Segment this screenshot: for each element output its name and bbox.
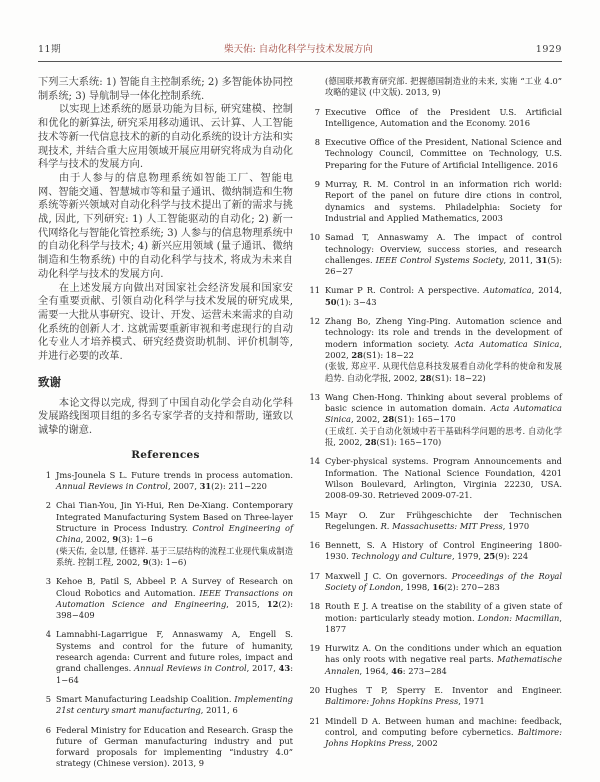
header-rule [38, 61, 562, 62]
reference-number: 2 [45, 500, 51, 511]
reference-number: 12 [309, 316, 320, 327]
reference-number: 13 [309, 391, 320, 402]
reference-item [307, 716, 562, 750]
acknowledgements-heading: 致谢 [38, 374, 61, 389]
body-paragraph: 下列三大系统: 1) 智能自主控制系统; 2) 多智能体协同控制系统; 3) 导航制导一体化控制系统. [38, 77, 293, 102]
reference-text: Lamnabhi-Lagarrigue F, Annaswamy A, Engell S. Systems and control for the future of humanity, research agenda: Current and future roles, impact and grand challenges. Annual Reviews in Control, 2017, 43: 1−64 [56, 629, 293, 685]
reference-number: 14 [309, 456, 320, 467]
reference-item [307, 571, 562, 594]
reference-number: 7 [314, 106, 320, 117]
reference-text: Routh E J. A treatise on the stability of a given state of motion: particularly steady motion. London: Macmillan, 1877 [325, 601, 563, 634]
reference-text: Samad T, Annaswamy A. The impact of control technology: Overview, success stories, and research challenges. IEEE Control Systems Society, 2011, 31(5): 26−27 [325, 232, 562, 277]
body-paragraph: 以实现上述系统的愿景功能为目标, 研究建模、控制和优化的新算法, 研究采用移动通讯、云计算、人工智能技术等新一代信息技术的新的自动化系统的设计方法和实现技术, 并结合重大应用领域开展应用研究将成为自动化科学与技术的发展方向. [38, 104, 293, 171]
reference-text: Federal Ministry for Education and Research. Grasp the future of German manufacturing industry and put forward proposals for implementing “industry 4.0” strategy (Chinese version). 2013, 9 [56, 724, 293, 769]
reference-continuation: (德国联邦教育研究部. 把握德国制造业的未来, 实施 “工业 4.0” 攻略的建议 (中文版). 2013, 9) [325, 76, 562, 98]
reference-item [38, 576, 293, 621]
reference-number: 9 [314, 179, 320, 190]
reference-item [307, 232, 562, 277]
body-paragraph: 由于人参与的信息物理系统如智能工厂、智能电网、智能交通、智慧城市等和量子通讯、微纳制造和生物系统等新兴领域对自动化科学与技术提出了新的需求与挑战, 因此, 下列研究: 1) 人工智能驱动的自动化; 2) 新一代网络化与智能化管控系统; 3) 人参与的信息物理系统中的自动化科学与技术; 4) 新兴应用领域 (量子通讯、微纳制造和生物系统) 中的自动化科学与技术, 将成为未来自动化科学与技术的发展方向. [38, 172, 293, 280]
reference-item [38, 500, 293, 568]
reference-text: Zhang Bo, Zheng Ying-Ping. Automation science and technology: its role and trends in the development of modern information society. Acta Automatica Sinica, 2002, 28(S1): 18−22 (张钹, 郑应平. 从现代信息科技发展看自动化学科的使命和发展趋势. 自动化学报, 2002, 28(S1): 18−22) [325, 316, 562, 383]
reference-number: 1 [45, 469, 51, 480]
reference-item [307, 510, 562, 533]
reference-text: Mayr O. Zur Frühgeschichte der Technischen Regelungen. R. Massachusetts: MIT Press, 1970 [325, 509, 562, 531]
reference-number: 11 [309, 285, 320, 296]
page-number: 1929 [535, 44, 562, 55]
reference-number: 15 [309, 509, 320, 520]
reference-number: 17 [309, 570, 320, 581]
two-column-body [38, 76, 562, 778]
reference-text: Executive Office of the President, National Science and Technology Council, Committee on Technology, U.S. Preparing for the Future of Artificial Intelligence. 2016 [325, 137, 562, 170]
reference-item [307, 540, 562, 563]
reference-number: 10 [309, 232, 320, 243]
reference-item [38, 694, 293, 717]
reference-text: Mindell D A. Between human and machine: feedback, control, and computing before cybernetics. Baltimore: Johns Hopkins Press, 2002 [325, 715, 562, 749]
reference-text: Executive Office of the President U.S. Artificial Intelligence, Automation and the Economy. 2016 [325, 106, 562, 128]
reference-list-right [307, 107, 562, 750]
reference-item [307, 643, 562, 677]
references-heading: References [131, 448, 200, 461]
body-paragraph: 在上述发展方向做出对国家社会经济发展和国家安全有重要贡献、引领自动化科学与技术发展的研究成果, 需要一大批从事研究、设计、开发、运营未来需求的自动化系统的创新人才. 这就需要重新审视和考虑现行的自动化专业人才培养模式、研究经费资助机制、评价机制等, 并进行必要的改革. [38, 282, 293, 363]
reference-number: 16 [309, 540, 320, 551]
reference-number: 19 [309, 643, 320, 654]
reference-text: Chai Tian-You, Jin Yi-Hui, Ren De-Xiang. Contemporary Integrated Manufacturing System Based on Three-layer Structure in Process Industry. Control Engineering of China, 2002, 9(3): 1−6 (柴天佑, 金以慧, 任德祥. 基于三层结构的流程工业现代集成制造系统. 控制工程, 2002, 9(3): 1−6) [56, 500, 294, 567]
reference-item [307, 685, 562, 708]
reference-item [307, 179, 562, 224]
reference-number: 5 [45, 693, 51, 704]
reference-text: Cyber-physical systems. Program Announcements and Information. The National Science Foundation, 4201 Wilson Boulevard, Arlington, Virginia 22230, USA. 2008-09-30. Retrieved 2009-07-21. [325, 456, 562, 501]
reference-number: 4 [45, 629, 51, 640]
reference-item [38, 629, 293, 685]
reference-text: Murray, R. M. Control in an information rich world: Report of the panel on future dire ctions in control, dynamics and systems. Philadelphia: Society for Industrial and Applied Mathematics, 2003 [325, 179, 562, 223]
reference-text: Wang Chen-Hong. Thinking about several problems of basic science in automation domain. Acta Automatica Sinica, 2002, 28(S1): 165−170 (王成红. 关于自动化领域中若干基础科学问题的思考. 自动化学报, 2002, 28(S1): 165−170) [325, 391, 562, 448]
acknowledgements-text: 本论文得以完成, 得到了中国自动化学会自动化学科发展路线图项目组的多名专家学者的支持和帮助, 谨致以诚挚的谢意. [38, 397, 293, 437]
reference-list-left [38, 470, 293, 770]
reference-item [307, 392, 562, 448]
reference-number: 20 [309, 685, 320, 696]
reference-number: 18 [309, 601, 320, 612]
right-column [307, 76, 562, 778]
reference-text: Bennett, S. A History of Control Engineering 1800-1930. Technology and Culture, 1979, 25(9): 224 [325, 540, 562, 562]
reference-text: Kehoe B, Patil S, Abbeel P. A Survey of Research on Cloud Robotics and Automation. IEEE Transactions on Automation Science and Engineering, 2015, 12(2): 398−409 [56, 576, 293, 621]
reference-item [307, 285, 562, 308]
reference-item [307, 456, 562, 501]
running-title: 柴天佑: 自动化科学与技术发展方向 [224, 44, 373, 55]
reference-item [307, 137, 562, 171]
reference-text: Smart Manufacturing Leadship Coalition. Implementing 21st century smart manufacturing, 2011, 6 [56, 693, 293, 716]
reference-item [307, 601, 562, 635]
reference-number: 21 [309, 715, 320, 726]
reference-item [38, 725, 293, 770]
reference-number: 8 [314, 137, 320, 148]
reference-item [307, 316, 562, 384]
reference-number: 6 [45, 724, 51, 735]
reference-item [307, 107, 562, 130]
reference-text: Hughes T P, Sperry E. Inventor and Engineer. Baltimore: Johns Hopkins Press, 1971 [325, 685, 562, 707]
issue-number: 11期 [38, 44, 62, 55]
reference-text: Jms-Jounela S L. Future trends in process automation. Annual Reviews in Control, 2007, 31(2): 211−220 [56, 469, 293, 492]
page-header [38, 44, 562, 56]
reference-text: Hurwitz A. On the conditions under which an equation has only roots with negative real parts. Mathematische Annalen, 1964, 46: 273−284 [325, 643, 562, 676]
reference-text: Maxwell J C. On governors. Proceedings of the Royal Society of London, 1998, 16(2): 270−283 [325, 570, 563, 592]
reference-number: 3 [45, 576, 51, 587]
reference-item [38, 470, 293, 493]
left-column [38, 76, 293, 778]
reference-text: Kumar P R. Control: A perspective. Automatica, 2014, 50(1): 3−43 [325, 285, 562, 307]
